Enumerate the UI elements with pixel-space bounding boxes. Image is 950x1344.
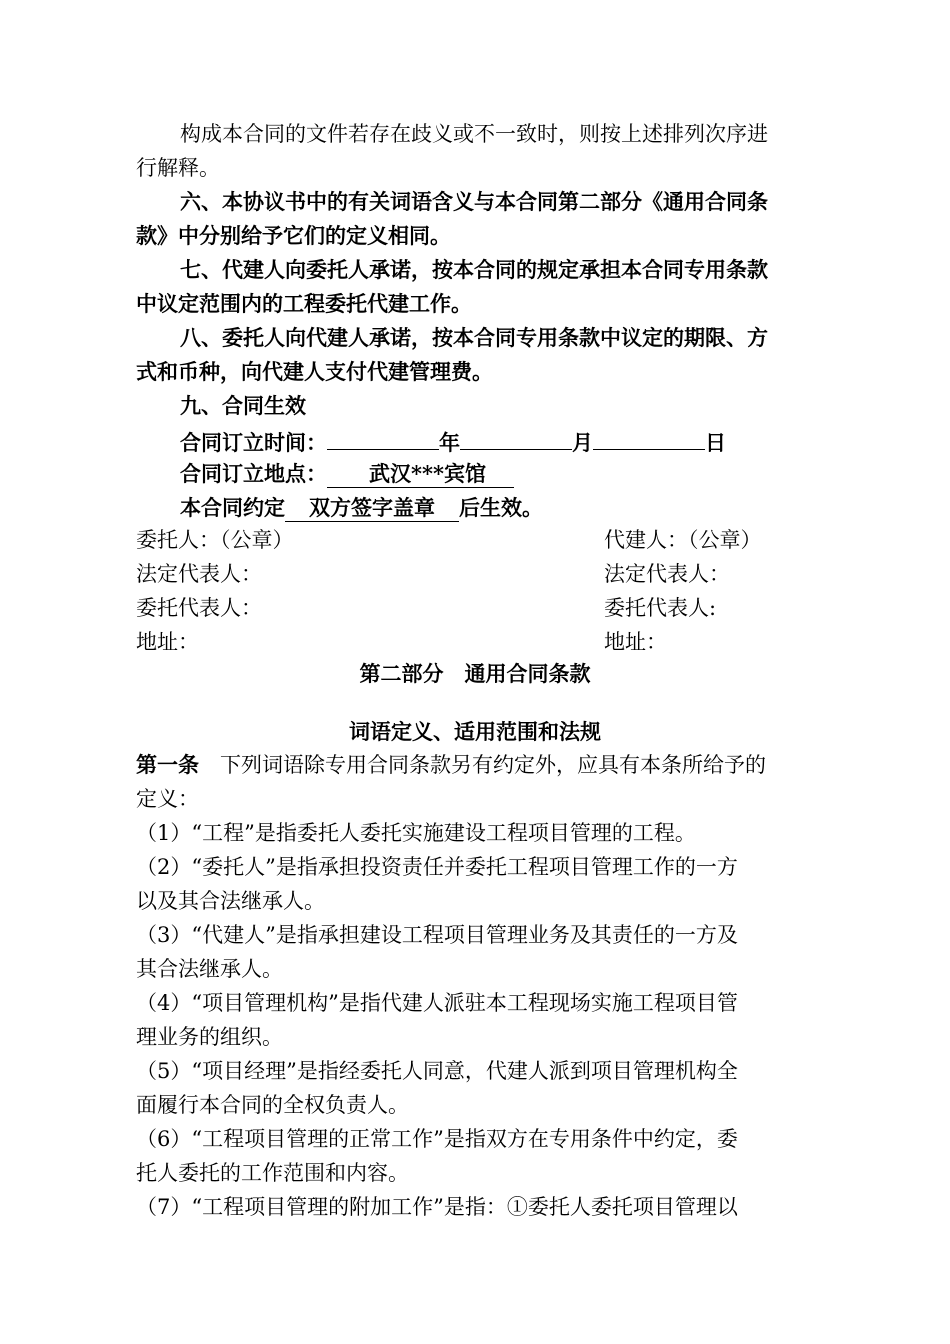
definition-7-line1: （7）“工程项目管理的附加工作”是指：①委托人委托项目管理以 [136,1195,738,1219]
signature-right-legal-rep: 法定代表人： [604,562,730,586]
signature-right-agent: 代建人：（公章） [604,528,762,552]
signature-left-authorized-rep: 委托代表人： [136,596,262,620]
article-one-text: 下列词语除专用合同条款另有约定外，应具有本条所给予的 [199,753,766,777]
definition-2-line1: （2）“委托人”是指承担投资责任并委托工程项目管理工作的一方 [136,855,738,879]
sign-time-row [180,423,816,460]
signature-left-address: 地址： [136,630,199,654]
definition-5-line2: 面履行本合同的全权负责人。 [136,1093,409,1117]
effective-prefix: 本合同约定 [180,495,285,520]
paragraph-interpretation-line1: 构成本合同的文件若存在歧义或不一致时，则按上述排列次序进 [180,122,768,146]
item-seven-line1: 七、代建人向委托人承诺，按本合同的规定承担本合同专用条款 [180,257,768,282]
definition-3-line2: 其合法继承人。 [136,957,283,981]
definition-4-line2: 理业务的组织。 [136,1025,283,1049]
item-six-line2: 款》中分别给予它们的定义相同。 [136,223,451,248]
effective-suffix: 后生效。 [459,495,543,520]
article-one-line1 [136,748,816,782]
item-seven-line2: 中议定范围内的工程委托代建工作。 [136,291,472,316]
section-title: 词语定义、适用范围和法规 [349,719,601,744]
sign-place-label: 合同订立地点： [180,461,327,486]
definition-6-line1: （6）“工程项目管理的正常工作”是指双方在专用条件中约定，委 [136,1127,738,1151]
signature-right-address: 地址： [604,630,667,654]
signature-right-authorized-rep: 委托代表人: [604,596,717,620]
month-blank [460,423,572,450]
effective-row [180,491,816,525]
year-label: 年 [439,430,460,455]
definition-3-line1: （3）“代建人”是指承担建设工程项目管理业务及其责任的一方及 [136,923,738,947]
item-nine-title: 九、合同生效 [180,393,306,418]
article-one-line2: 定义： [136,787,199,811]
item-eight-line2: 式和币种，向代建人支付代建管理费。 [136,359,493,384]
paragraph-interpretation-line2: 行解释。 [136,156,220,180]
definition-4-line1: （4）“项目管理机构”是指代建人派驻本工程现场实施工程项目管 [136,991,738,1015]
definition-1: （1）“工程”是指委托人委托实施建设工程项目管理的工程。 [136,821,696,845]
month-label: 月 [572,430,593,455]
item-six-line1: 六、本协议书中的有关词语含义与本合同第二部分《通用合同条 [180,189,768,214]
year-blank [327,423,439,450]
day-label: 日 [705,430,726,455]
definition-6-line2: 托人委托的工作范围和内容。 [136,1161,409,1185]
part-two-title: 第二部分 通用合同条款 [359,661,591,686]
signature-left-legal-rep: 法定代表人： [136,562,262,586]
signature-left-principal: 委托人：（公章） [136,528,294,552]
day-blank [593,423,705,450]
sign-place-row [180,457,816,491]
definition-5-line1: （5）“项目经理”是指经委托人同意，代建人派到项目管理机构全 [136,1059,738,1083]
article-one-label: 第一条 [136,752,199,777]
sign-place-value: 武汉***宾馆 [327,461,514,488]
definition-2-line2: 以及其合法继承人。 [136,889,325,913]
sign-time-label: 合同订立时间： [180,430,327,455]
item-eight-line1: 八、委托人向代建人承诺，按本合同专用条款中议定的期限、方 [180,325,768,350]
effective-value: 双方签字盖章 [285,495,459,522]
